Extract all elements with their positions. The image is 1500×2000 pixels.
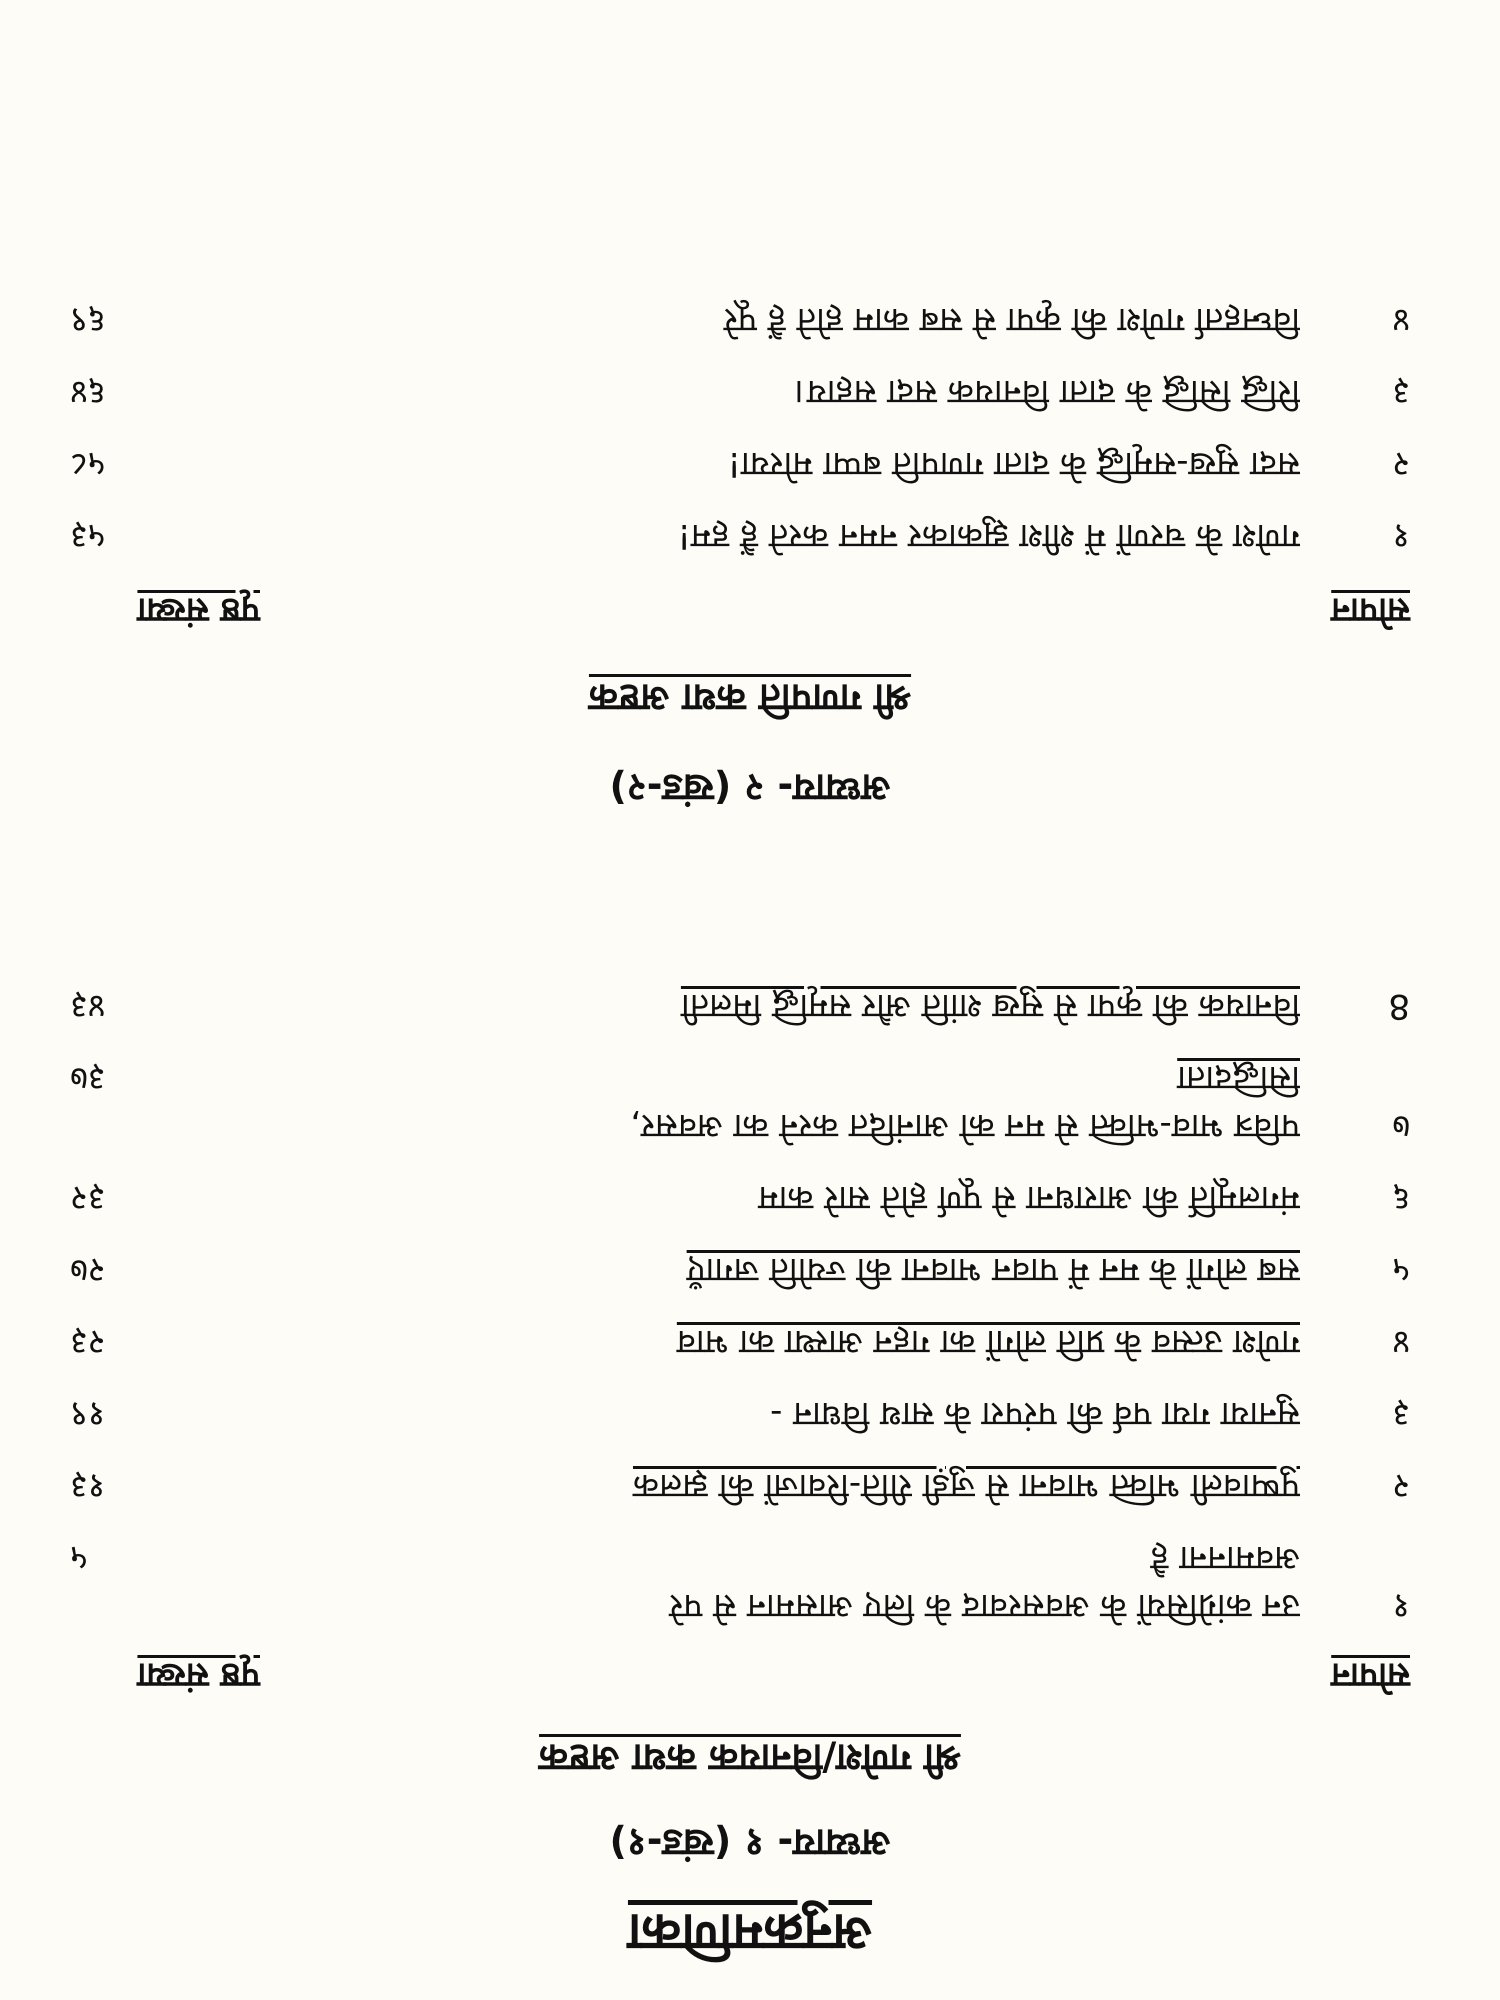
entry-title: सुनाया गया पर्व की परंपरा के साथ विधान -	[770, 1394, 1300, 1434]
entry-title: अवमानना है	[1150, 1538, 1300, 1578]
entry-title: विघ्नहर्ता गणेश की कृपा से सब काम होते हैं पूरे	[723, 300, 1300, 340]
entry-title-line-1: पवित्र भाव-भक्ति से मन को आनंदित करने का अवसर,	[630, 1106, 1300, 1146]
entry-title: सदा सुख-समृद्धि के दाता गणपति बप्पा मोरया!	[727, 444, 1300, 484]
entry-number: ४	[1392, 1322, 1410, 1362]
entry-number: 8	[1388, 986, 1410, 1026]
entry-page: ३२	[70, 1178, 106, 1218]
entry-number: १	[1392, 516, 1410, 556]
entry-title: उन कांग्रेसियों के अवसरवाद के लिए आसमान से परे	[669, 1586, 1300, 1626]
entry-number: २	[1392, 1466, 1410, 1506]
entry-page: २७	[70, 1250, 106, 1290]
entry-page: ३७	[70, 1058, 106, 1098]
chapter-1-heading: अध्याय- १ (खंड-१)	[609, 1821, 891, 1865]
entry-title: सब लोगों के मन में पावन भावना की ज्योति जगाएँ	[686, 1250, 1300, 1290]
entry-number: ७	[1392, 1106, 1410, 1146]
entry-number: ५	[1392, 1250, 1410, 1290]
entry-page: ५३	[70, 516, 106, 556]
entry-number: ४	[1392, 300, 1410, 340]
entry-title: मंगलमूर्ति की आराधना से पूर्ण होते सारे काम	[758, 1178, 1300, 1218]
entry-page: ६४	[70, 372, 106, 412]
entry-title: रिद्धि सिद्धि के दाता विनायक सदा सहाय।	[794, 372, 1300, 412]
page-title: अनुक्रमणिका	[627, 1902, 873, 1962]
chapter-2-col-topic: सोपान	[1331, 590, 1410, 630]
entry-title: गणेश के चरणों में शीश झुकाकर नमन करते हैं हम!	[677, 516, 1300, 556]
chapter-1-col-topic: सोपान	[1331, 1655, 1410, 1695]
entry-number: ३	[1392, 372, 1410, 412]
entry-page: ४३	[70, 986, 106, 1026]
entry-number: ६	[1392, 1178, 1410, 1218]
entry-number: १	[1392, 1586, 1410, 1626]
entry-page: ५८	[70, 444, 106, 484]
chapter-1-section-heading: श्री गणेश/विनायक कथा अष्टक	[539, 1736, 961, 1780]
entry-page: १९	[70, 1394, 106, 1434]
entry-page: ५	[70, 1538, 88, 1578]
entry-page: १३	[70, 1466, 106, 1506]
entry-title: गणेश उत्सव के प्रति लोगों का गहन आस्था का भाव	[676, 1322, 1300, 1362]
entry-title-line-2: सिद्धिदाता	[1177, 1058, 1300, 1098]
chapter-2-col-page: पृष्ठ संख्या	[137, 590, 260, 630]
chapter-1-col-page: पृष्ठ संख्या	[137, 1655, 260, 1695]
entry-page: ६९	[70, 300, 106, 340]
entry-title: पुष्पावली भक्ति भावना से जुड़ी रीति-रिवाजों की झलक	[632, 1466, 1300, 1506]
entry-title	[280, 1054, 1300, 1150]
chapter-2-section-heading: श्री गणपति कथा अष्टक	[588, 676, 912, 720]
entry-page: २३	[70, 1322, 106, 1362]
entry-number: ३	[1392, 1394, 1410, 1434]
entry-number: २	[1392, 444, 1410, 484]
chapter-2-heading: अध्याय- २ (खंड-२)	[609, 766, 891, 810]
entry-title: विनायक की कृपा से सुख शांति और समृद्धि मिलती	[680, 986, 1300, 1026]
